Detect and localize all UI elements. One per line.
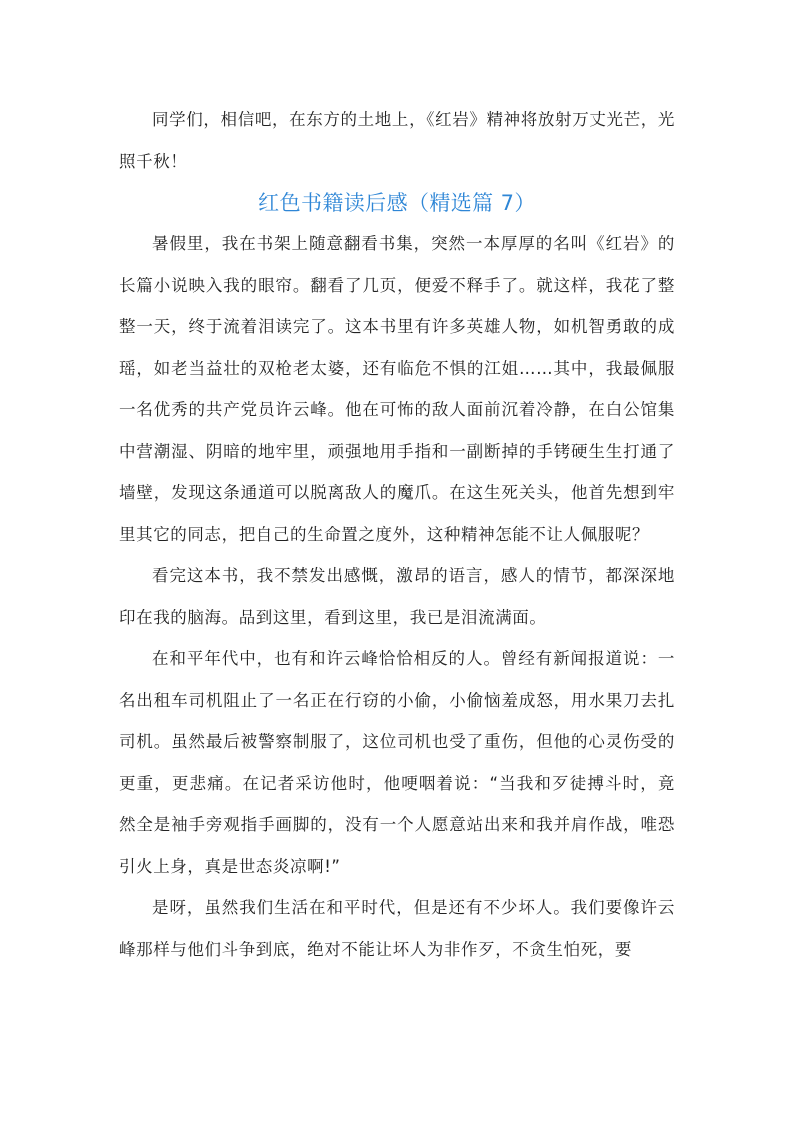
- paragraph-4: 是呀，虽然我们生活在和平时代，但是还有不少坏人。我们要像许云峰那样与他们斗争到底，绝对不能让坏人为非作歹，不贪生怕死，要: [119, 898, 675, 959]
- document-body: [119, 99, 675, 970]
- paragraph-2: 看完这本书，我不禁发出感慨，激昂的语言，感人的情节，都深深地印在我的脑海。品到这里，看到这里，我已是泪流满面。: [119, 566, 675, 627]
- paragraph-1: 暑假里，我在书架上随意翻看书集，突然一本厚厚的名叫《红岩》的长篇小说映入我的眼帘。翻看了几页，便爱不释手了。就这样，我花了整整一天，终于流着泪读完了。这本书里有许多英雄人物，如机智勇敢的成瑶，如老当益壮的双枪老太婆，还有临危不惧的江姐……其中，我最佩服一名优秀的共产党员许云峰。他在可怖的敌人面前沉着冷静，在白公馆集中营潮湿、阴暗的地牢里，顽强地用手指和一副断掉的手铐硬生生打通了墙壁，发现这条通道可以脱离敌人的魔爪。在这生死关头，他首先想到牢里其它的同志，把自己的生命置之度外，这种精神怎能不让人佩服呢？: [119, 234, 675, 544]
- section-title: 红色书籍读后感（精选篇 7）: [258, 191, 536, 215]
- paragraph-closing: 同学们，相信吧，在东方的土地上，《红岩》精神将放射万丈光芒，光照千秋！: [119, 110, 675, 171]
- paragraph-3: 在和平年代中，也有和许云峰恰恰相反的人。曾经有新闻报道说：一名出租车司机阻止了一名正在行窃的小偷，小偷恼羞成怒，用水果刀去扎司机。虽然最后被警察制服了，这位司机也受了重伤，但他的心灵伤受的更重，更悲痛。在记者采访他时，他哽咽着说：“当我和歹徒搏斗时，竟然全是袖手旁观指手画脚的，没有一个人愿意站出来和我并肩作战，唯恐引火上身，真是世态炎凉啊!”: [119, 649, 675, 876]
